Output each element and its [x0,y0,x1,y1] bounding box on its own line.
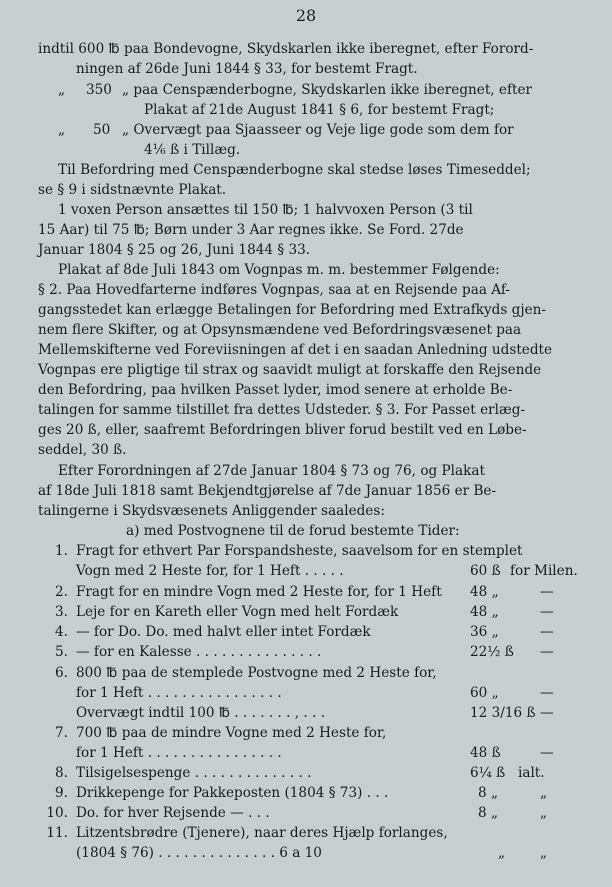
item-value: 8 „ [478,805,499,821]
item-value: 36 „ [470,624,499,640]
text-line: Mellemskifterne ved Foreviisningen af det i en saadan Anledning udstedte [38,342,553,358]
page-number: 28 [295,6,317,25]
amount: 350 [86,82,112,98]
item-unit: — [540,745,554,761]
item-unit: — [540,685,554,701]
text-line: Plakat af 21de August 1841 § 6, for bestemt Fragt; [144,102,495,118]
item-unit: — [540,644,554,660]
text-line: Efter Forordningen af 27de Januar 1804 § 73 og 76, og Plakat [58,463,485,479]
text-line: indtil 600 ℔ paa Bondevogne, Skydskarlen ikke iberegnet, efter Forord- [38,41,534,57]
text-line: Plakat af 8de Juli 1843 om Vognpas m. m. bestemmer Følgende: [58,262,500,278]
item-text: Fragt for en mindre Vogn med 2 Heste for, for 1 Heft [76,584,442,600]
text-line: Vognpas ere pligtige til strax og saavidt muligt at forskaffe den Rejsende [38,362,542,378]
item-number: 6. [55,665,68,681]
item-number: 8. [55,765,68,781]
item-number: 10. [46,805,68,821]
item-value: 48 „ [470,584,499,600]
item-number: 7. [55,725,68,741]
item-text: Litzentsbrødre (Tjenere), naar deres Hjælp forlanges, [76,825,448,841]
item-value: 60 „ [470,685,499,701]
item-unit: — [540,705,554,721]
item-value: 60 ß [470,563,501,579]
section-heading: a) med Postvognene til de forud bestemte Tider: [126,523,460,539]
item-text: — for Do. Do. med halvt eller intet Fordæk [76,624,371,640]
item-number: 3. [55,604,68,620]
item-number: 9. [55,785,68,801]
item-number: 11. [46,825,68,841]
text-line: 1 voxen Person ansættes til 150 ℔; 1 halvvoxen Person (3 til [58,202,473,218]
item-value: „ [498,845,506,861]
text-line: talingen for samme tilstillet fra dettes Udsteder. § 3. For Passet erlæg- [38,402,526,418]
item-text: 700 ℔ paa de mindre Vogne med 2 Heste for, [76,725,387,741]
item-number: 5. [55,644,68,660]
text-line: nem flere Skifter, og at Opsynsmændene ved Befordringsvæsenet paa [38,322,522,338]
text-line: § 2. Paa Hovedfarterne indføres Vognpas, saa at en Rejsende paa Af- [38,282,510,298]
item-text: for 1 Heft . . . . . . . . . . . . . . . . [76,685,282,701]
item-value: 22½ ß [470,644,514,660]
item-unit: ialt. [518,765,545,781]
text-line: se § 9 i sidstnævnte Plakat. [38,182,227,198]
amount: 50 [93,122,111,138]
text-line: 15 Aar) til 75 ℔; Børn under 3 Aar regnes ikke. Se Ford. 27de [38,222,464,238]
text-line: ges 20 ß, eller, saafremt Befordringen bliver forud bestilt ved en Løbe- [38,422,527,438]
text-line: Til Befordring med Censpænderbogne skal stedse løses Timeseddel; [58,162,531,178]
item-number: 1. [55,543,68,559]
item-value: 12 3/16 ß [470,705,536,721]
item-text: — for en Kalesse . . . . . . . . . . . . . . . [76,644,322,660]
text-line: af 18de Juli 1818 samt Bekjendtgjørelse af 7de Januar 1856 er Be- [38,483,497,499]
text-line: Januar 1804 § 25 og 26, Juni 1844 § 33. [38,242,311,258]
item-number: 4. [55,624,68,640]
item-value: 6¼ ß [470,765,506,781]
text-line: 4⅙ ß i Tillæg. [144,142,241,158]
text-line: „ paa Censpænderbogne, Skydskarlen ikke iberegnet, efter [122,82,533,98]
item-unit: „ [540,805,548,821]
item-text: Fragt for ethvert Par Forspandsheste, saavelsom for en stemplet [76,543,523,559]
text-line: „ Overvægt paa Sjaasseer og Veje lige gode som dem for [122,122,514,138]
item-unit: „ [540,785,548,801]
item-text: Leje for en Kareth eller Vogn med helt Fordæk [76,604,399,620]
item-text: Do. for hver Rejsende — . . . [76,805,270,821]
item-number: 2. [55,584,68,600]
item-value: 48 ß [470,745,501,761]
ditto-mark: „ [58,122,66,138]
text-line: talingerne i Skydsvæsenets Anliggender saaledes: [38,503,385,519]
text-line: gangsstedet kan erlægge Betalingen for Befordring med Extrafkyds gjen- [38,302,546,318]
item-text: (1804 § 76) . . . . . . . . . . . . . . 6 a 10 [76,845,322,861]
text-line: ningen af 26de Juni 1844 § 33, for bestemt Fragt. [76,61,418,77]
item-value: 48 „ [470,604,499,620]
item-text: Vogn med 2 Heste for, for 1 Heft . . . . . [76,563,344,579]
item-unit: for Milen. [510,563,578,579]
item-text: for 1 Heft . . . . . . . . . . . . . . . . [76,745,282,761]
item-value: 8 „ [478,785,499,801]
item-unit: — [540,604,554,620]
item-text: Drikkepenge for Pakkeposten (1804 § 73) . . . [76,785,389,801]
item-text: Overvægt indtil 100 ℔ . . . . . . . , . . . [76,705,326,721]
item-text: 800 ℔ paa de stemplede Postvogne med 2 Heste for, [76,665,437,681]
text-line: den Befordring, paa hvilken Passet lyder, imod senere at erholde Be- [38,382,513,398]
ditto-mark: „ [58,82,66,98]
item-unit: — [540,624,554,640]
text-line: seddel, 30 ß. [38,442,127,458]
item-text: Tilsigelsespenge . . . . . . . . . . . . . . [76,765,312,781]
item-unit: „ [540,845,548,861]
item-unit: — [540,584,554,600]
